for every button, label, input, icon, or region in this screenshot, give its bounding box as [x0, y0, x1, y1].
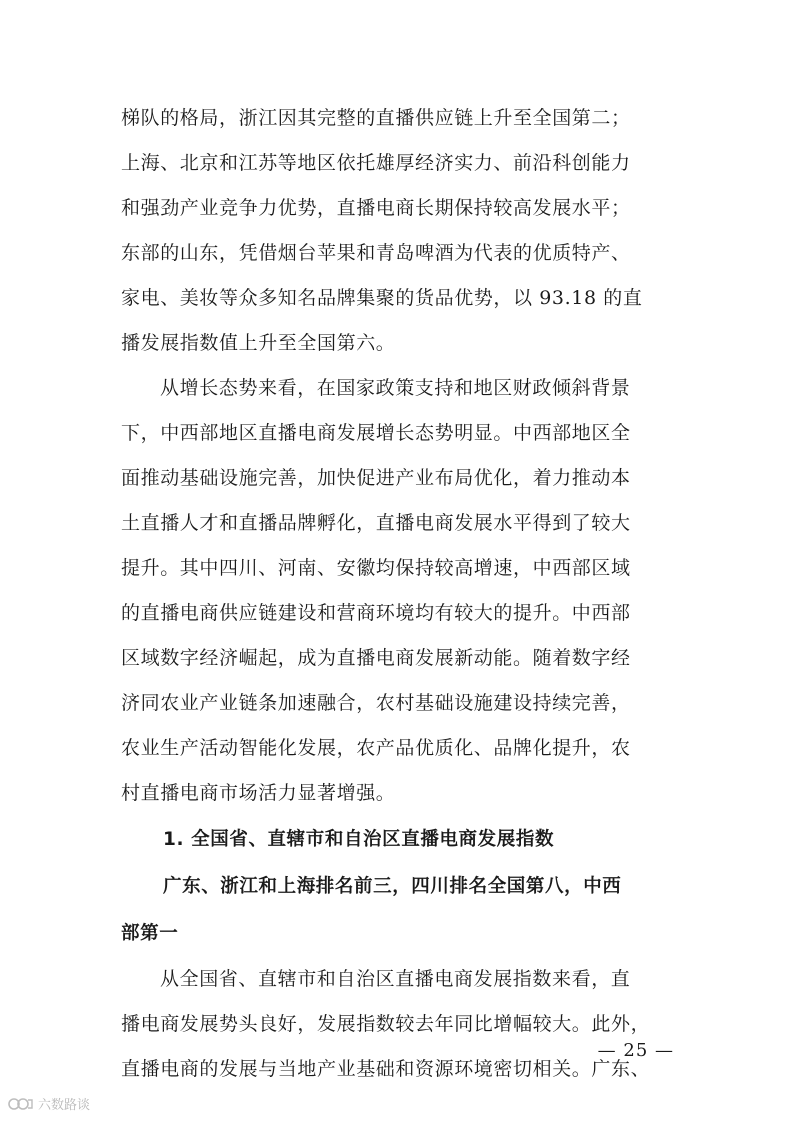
text-line: 区域数字经济崛起，成为直播电商发展新动能。随着数字经 — [121, 647, 631, 669]
text-line: 的直播电商供应链建设和营商环境均有较大的提升。中西部 — [121, 602, 631, 624]
sub-heading-line: 广东、浙江和上海排名前三，四川排名全国第八，中西 — [163, 876, 622, 897]
text-line: 播发展指数值上升至全国第六。 — [121, 332, 396, 354]
text-line: 直播电商的发展与当地产业基础和资源环境密切相关。广东、 — [121, 1058, 651, 1080]
text-line: 农业生产活动智能化发展，农产品优质化、品牌化提升，农 — [121, 737, 631, 759]
watermark — [8, 1094, 90, 1113]
text-line: 和强劲产业竞争力优势，直播电商长期保持较高发展水平； — [121, 197, 631, 219]
text-line: 播电商发展势头良好，发展指数较去年同比增幅较大。此外， — [121, 1013, 651, 1035]
text-line: 济同农业产业链条加速融合，农村基础设施建设持续完善， — [121, 692, 631, 714]
text-line: 提升。其中四川、河南、安徽均保持较高增速，中西部区域 — [121, 557, 631, 579]
sub-heading-line: 部第一 — [121, 923, 179, 944]
text-line: 土直播人才和直播品牌孵化，直播电商发展水平得到了较大 — [121, 512, 631, 534]
text-line: 从全国省、直辖市和自治区直播电商发展指数来看，直 — [160, 968, 631, 990]
text-line: 上海、北京和江苏等地区依托雄厚经济实力、前沿科创能力 — [121, 152, 631, 174]
watermark-text: 六数路谈 — [38, 1098, 91, 1113]
body-text — [121, 96, 681, 1092]
text-line: 面推动基础设施完善，加快促进产业布局优化，着力推动本 — [121, 467, 631, 489]
text-line: 从增长态势来看，在国家政策支持和地区财政倾斜背景 — [160, 377, 631, 399]
text-line: 梯队的格局，浙江因其完整的直播供应链上升至全国第二； — [121, 107, 631, 129]
brand-logo-icon — [8, 1096, 34, 1112]
text-line: 村直播电商市场活力显著增强。 — [121, 782, 396, 804]
text-line: 家电、美妆等众多知名品牌集聚的货品优势，以 93.18 的直 — [121, 287, 643, 309]
text-line: 东部的山东，凭借烟台苹果和青岛啤酒为代表的优质特产、 — [121, 242, 631, 264]
text-line: 下，中西部地区直播电商发展增长态势明显。中西部地区全 — [121, 422, 631, 444]
page-number: — 25 — — [597, 1040, 674, 1061]
section-heading: 1. 全国省、直辖市和自治区直播电商发展指数 — [163, 829, 555, 850]
